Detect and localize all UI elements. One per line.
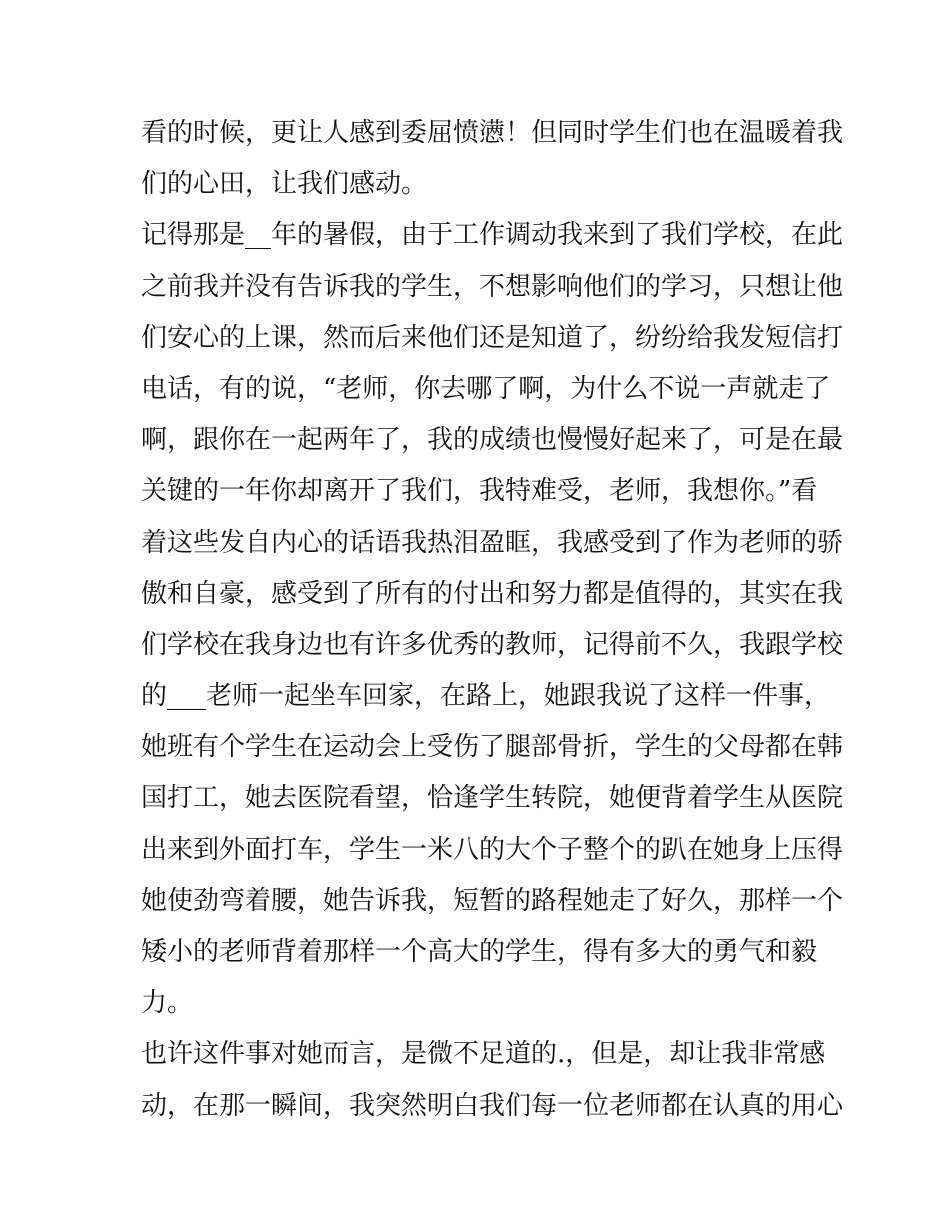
text-line: 啊，跟你在一起两年了，我的成绩也慢慢好起来了，可是在最 [141, 425, 844, 456]
text-line: 关键的一年你却离开了我们，我特难受，老师，我想你。”看 [141, 476, 818, 507]
text-line: 力。 [141, 988, 194, 1019]
text-line: 傲和自豪，感受到了所有的付出和努力都是值得的，其实在我 [141, 578, 844, 609]
text-line: 着这些发自内心的话语我热泪盈眶，我感受到了作为老师的骄 [141, 527, 844, 558]
text-line: 她班有个学生在运动会上受伤了腿部骨折，学生的父母都在韩 [141, 732, 844, 763]
text-line: 出来到外面打车，学生一米八的大个子整个的趴在她身上压得 [141, 834, 844, 865]
text-line: 动，在那一瞬间，我突然明白我们每一位老师都在认真的用心 [141, 1090, 844, 1121]
text-line: 们安心的上课，然而后来他们还是知道了，纷纷给我发短信打 [141, 322, 844, 353]
body-text [141, 108, 844, 1132]
text-line: 看的时候，更让人感到委屈愤懑！但同时学生们也在温暖着我 [141, 118, 844, 148]
text-line: 们的心田，让我们感动。 [141, 169, 428, 200]
text-line: 国打工，她去医院看望，恰逢学生转院，她便背着学生从医院 [141, 783, 844, 814]
text-line: 她使劲弯着腰，她告诉我，短暂的路程她走了好久，那样一个 [141, 885, 844, 916]
text-line: 的___老师一起坐车回家，在路上，她跟我说了这样一件事， [141, 681, 831, 712]
text-line: 也许这件事对她而言，是微不足道的.，但是，却让我非常感 [141, 1039, 826, 1070]
text-line: 们学校在我身边也有许多优秀的教师，记得前不久，我跟学校 [141, 629, 844, 660]
text-line: 矮小的老师背着那样一个高大的学生，得有多大的勇气和毅 [141, 937, 818, 967]
text-line: 记得那是__年的暑假，由于工作调动我来到了我们学校，在此 [141, 220, 844, 251]
text-line: 之前我并没有告诉我的学生，不想影响他们的学习，只想让他 [141, 271, 844, 302]
text-line: 电话，有的说，“老师，你去哪了啊，为什么不说一声就走了 [141, 373, 831, 404]
